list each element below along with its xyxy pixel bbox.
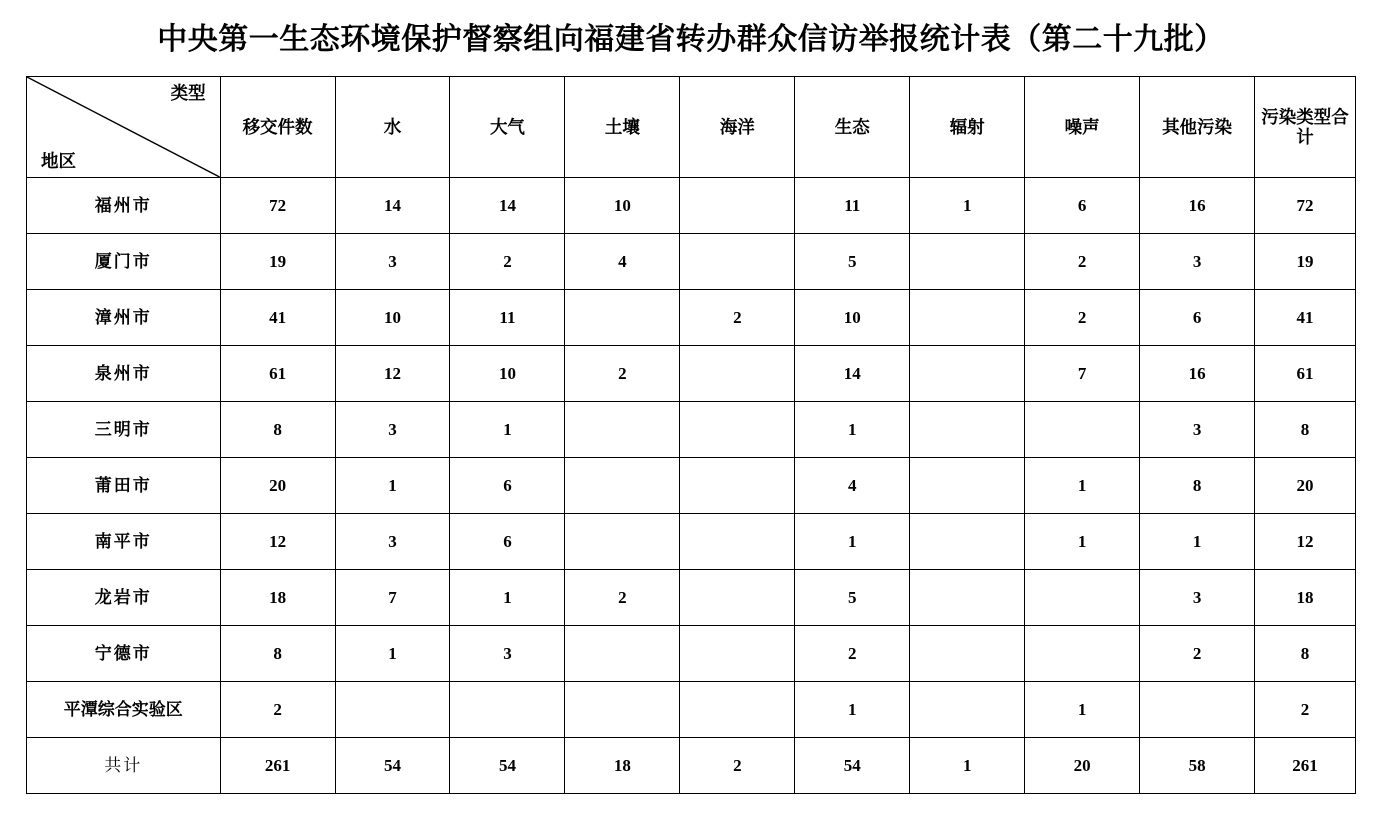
cell-ocean: [680, 402, 795, 458]
cell-soil: [565, 458, 680, 514]
cell-pollution-total: 2: [1255, 682, 1356, 738]
column-header-other-pollution: 其他污染: [1140, 77, 1255, 178]
row-region-label: 南平市: [27, 514, 221, 570]
cell-ocean: [680, 626, 795, 682]
row-region-label: 泉州市: [27, 346, 221, 402]
cell-ocean: [680, 234, 795, 290]
total-pollution-total: 261: [1255, 738, 1356, 794]
table-row: [27, 570, 1356, 626]
total-noise: 20: [1025, 738, 1140, 794]
cell-water: 10: [335, 290, 450, 346]
cell-transferred: 20: [220, 458, 335, 514]
cell-soil: [565, 626, 680, 682]
cell-pollution-total: 8: [1255, 626, 1356, 682]
cell-water: 12: [335, 346, 450, 402]
cell-pollution-total: 20: [1255, 458, 1356, 514]
column-header-noise: 噪声: [1025, 77, 1140, 178]
table-header-row: [27, 77, 1356, 178]
row-region-label: 平潭综合实验区: [27, 682, 221, 738]
column-header-air: 大气: [450, 77, 565, 178]
row-region-label: 龙岩市: [27, 570, 221, 626]
row-region-label: 三明市: [27, 402, 221, 458]
cell-ecology: 1: [795, 514, 910, 570]
cell-soil: [565, 402, 680, 458]
cell-noise: 2: [1025, 290, 1140, 346]
cell-soil: 2: [565, 346, 680, 402]
cell-transferred: 61: [220, 346, 335, 402]
cell-ecology: 1: [795, 682, 910, 738]
cell-ocean: [680, 346, 795, 402]
total-transferred: 261: [220, 738, 335, 794]
column-header-soil: 土壤: [565, 77, 680, 178]
cell-transferred: 18: [220, 570, 335, 626]
cell-water: [335, 682, 450, 738]
cell-air: 6: [450, 514, 565, 570]
cell-soil: [565, 514, 680, 570]
cell-air: 11: [450, 290, 565, 346]
cell-transferred: 2: [220, 682, 335, 738]
cell-water: 3: [335, 402, 450, 458]
cell-pollution-total: 61: [1255, 346, 1356, 402]
cell-air: 3: [450, 626, 565, 682]
cell-radiation: [910, 346, 1025, 402]
cell-air: 1: [450, 570, 565, 626]
cell-pollution-total: 8: [1255, 402, 1356, 458]
cell-soil: [565, 682, 680, 738]
row-region-label: 宁德市: [27, 626, 221, 682]
cell-water: 1: [335, 458, 450, 514]
cell-transferred: 72: [220, 178, 335, 234]
column-header-pollution-total: 污染类型合计: [1255, 77, 1356, 178]
total-row-label: 共计: [27, 738, 221, 794]
corner-type-label: 类型: [170, 83, 206, 103]
cell-pollution-total: 12: [1255, 514, 1356, 570]
cell-air: 14: [450, 178, 565, 234]
cell-soil: 2: [565, 570, 680, 626]
table-row: [27, 458, 1356, 514]
cell-radiation: [910, 682, 1025, 738]
cell-ocean: 2: [680, 290, 795, 346]
cell-air: 1: [450, 402, 565, 458]
cell-noise: 1: [1025, 458, 1140, 514]
cell-noise: [1025, 626, 1140, 682]
cell-transferred: 8: [220, 626, 335, 682]
table-row: [27, 178, 1356, 234]
table-row: [27, 682, 1356, 738]
table-row: [27, 626, 1356, 682]
cell-radiation: [910, 458, 1025, 514]
cell-soil: [565, 290, 680, 346]
cell-transferred: 12: [220, 514, 335, 570]
cell-ocean: [680, 178, 795, 234]
total-radiation: 1: [910, 738, 1025, 794]
corner-header-cell: [27, 77, 221, 178]
cell-ecology: 4: [795, 458, 910, 514]
total-ecology: 54: [795, 738, 910, 794]
cell-ecology: 2: [795, 626, 910, 682]
cell-air: 2: [450, 234, 565, 290]
cell-radiation: [910, 626, 1025, 682]
cell-radiation: 1: [910, 178, 1025, 234]
column-header-radiation: 辐射: [910, 77, 1025, 178]
total-other-pollution: 58: [1140, 738, 1255, 794]
cell-ocean: [680, 514, 795, 570]
page-title: 中央第一生态环境保护督察组向福建省转办群众信访举报统计表（第二十九批）: [157, 23, 1225, 56]
cell-air: [450, 682, 565, 738]
cell-ecology: 5: [795, 570, 910, 626]
table-row: [27, 290, 1356, 346]
cell-radiation: [910, 402, 1025, 458]
cell-ecology: 14: [795, 346, 910, 402]
cell-pollution-total: 41: [1255, 290, 1356, 346]
cell-radiation: [910, 570, 1025, 626]
cell-noise: 7: [1025, 346, 1140, 402]
cell-transferred: 41: [220, 290, 335, 346]
cell-radiation: [910, 514, 1025, 570]
row-region-label: 莆田市: [27, 458, 221, 514]
cell-other-pollution: 2: [1140, 626, 1255, 682]
cell-ecology: 11: [795, 178, 910, 234]
cell-air: 10: [450, 346, 565, 402]
cell-other-pollution: 3: [1140, 234, 1255, 290]
total-soil: 18: [565, 738, 680, 794]
total-air: 54: [450, 738, 565, 794]
cell-water: 1: [335, 626, 450, 682]
cell-transferred: 19: [220, 234, 335, 290]
cell-noise: 2: [1025, 234, 1140, 290]
column-header-water: 水: [335, 77, 450, 178]
statistics-table: [26, 76, 1356, 794]
cell-noise: 6: [1025, 178, 1140, 234]
cell-other-pollution: 16: [1140, 178, 1255, 234]
cell-other-pollution: 1: [1140, 514, 1255, 570]
cell-pollution-total: 19: [1255, 234, 1356, 290]
cell-ocean: [680, 570, 795, 626]
cell-ocean: [680, 682, 795, 738]
cell-water: 7: [335, 570, 450, 626]
cell-soil: 4: [565, 234, 680, 290]
cell-ecology: 1: [795, 402, 910, 458]
cell-air: 6: [450, 458, 565, 514]
cell-water: 14: [335, 178, 450, 234]
total-ocean: 2: [680, 738, 795, 794]
row-region-label: 福州市: [27, 178, 221, 234]
row-region-label: 漳州市: [27, 290, 221, 346]
cell-other-pollution: 8: [1140, 458, 1255, 514]
cell-transferred: 8: [220, 402, 335, 458]
cell-pollution-total: 18: [1255, 570, 1356, 626]
cell-ecology: 10: [795, 290, 910, 346]
cell-other-pollution: 3: [1140, 402, 1255, 458]
column-header-ecology: 生态: [795, 77, 910, 178]
cell-ecology: 5: [795, 234, 910, 290]
cell-other-pollution: 3: [1140, 570, 1255, 626]
cell-other-pollution: [1140, 682, 1255, 738]
cell-other-pollution: 6: [1140, 290, 1255, 346]
cell-pollution-total: 72: [1255, 178, 1356, 234]
column-header-ocean: 海洋: [680, 77, 795, 178]
table-row: [27, 234, 1356, 290]
cell-water: 3: [335, 234, 450, 290]
corner-region-label: 地区: [41, 150, 76, 171]
cell-water: 3: [335, 514, 450, 570]
cell-noise: 1: [1025, 514, 1140, 570]
table-row: [27, 402, 1356, 458]
row-region-label: 厦门市: [27, 234, 221, 290]
total-water: 54: [335, 738, 450, 794]
cell-radiation: [910, 290, 1025, 346]
column-header-transferred: 移交件数: [220, 77, 335, 178]
cell-other-pollution: 16: [1140, 346, 1255, 402]
cell-radiation: [910, 234, 1025, 290]
cell-noise: [1025, 570, 1140, 626]
table-row: [27, 346, 1356, 402]
cell-ocean: [680, 458, 795, 514]
cell-noise: 1: [1025, 682, 1140, 738]
table-row: [27, 514, 1356, 570]
cell-soil: 10: [565, 178, 680, 234]
cell-noise: [1025, 402, 1140, 458]
table-total-row: [27, 738, 1356, 794]
